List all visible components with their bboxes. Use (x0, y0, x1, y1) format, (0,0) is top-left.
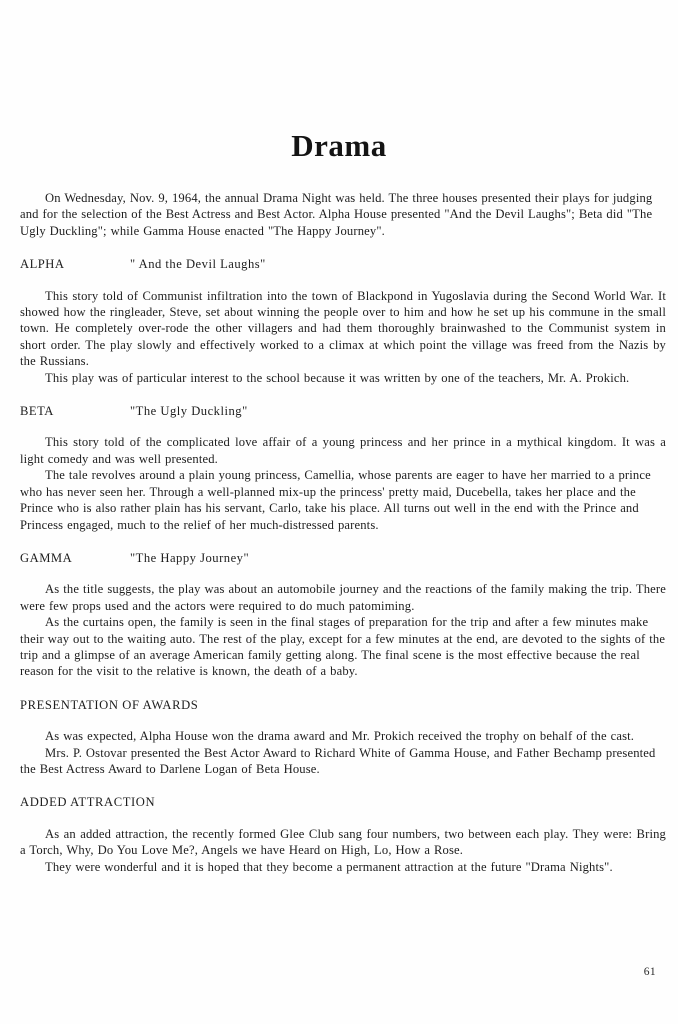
spacer (20, 811, 666, 826)
spacer (20, 533, 666, 550)
spacer (20, 239, 666, 256)
paragraph: The tale revolves around a plain young princess, Camellia, whose parents are eager to have her married to a prince who has never seen her. Through a well-planned mix-up the princess' pretty maid, Ducebella, takes her place and the Prince who is also rather plain has his servant, Carlo, take his place. All turns out well in the end with the Prince and Princess engaged, much to the relief of her much-distressed parents. (20, 468, 651, 532)
paragraph: As the curtains open, the family is seen in the final stages of preparation for the trip and after a few minutes make their way out to the waiting auto. The rest of the play, except for a few minutes at the end, are devoted to the sights of the trip and a glimpse of an average American family getting along. The final scene is the most effective because the real reason for the visit to the relative is known, the death of a baby. (20, 615, 666, 679)
spacer (20, 713, 666, 728)
section-heading-gamma (20, 550, 666, 566)
awards-body (20, 728, 666, 777)
intro-paragraph: On Wednesday, Nov. 9, 1964, the annual Drama Night was held. The three houses presented their plays for judging and for the selection of the Best Actress and Best Actor. Alpha House presented "And the Devil Laughs"; Beta did "The Ugly Duckling"; while Gamma House enacted "The Happy Journey". (20, 191, 653, 238)
spacer (20, 566, 666, 581)
section-play-title-beta: "The Ugly Duckling" (130, 404, 248, 419)
section-play-title-gamma: "The Happy Journey" (130, 550, 250, 565)
spacer (20, 419, 666, 434)
paragraph: This story told of the complicated love affair of a young princess and her prince in a mythical kingdom. It was a light comedy and was well presented. (20, 435, 666, 466)
paragraph: This story told of Communist infiltration into the town of Blackpond in Yugoslavia during the Second World War. It showed how the ringleader, Steve, set about winning the people over to him and how he set up his commune in the small town. He completely over-rode the other villagers and had them thoroughly brainwashed to the Communist system in short order. The play slowly and effectively worked to a climax at which point the village was freed from the Nazis by the Russians. (20, 288, 666, 369)
paragraph: As was expected, Alpha House won the drama award and Mr. Prokich received the trophy on behalf of the cast. (45, 729, 635, 744)
section-heading-beta (20, 403, 666, 419)
section-label-gamma: GAMMA (20, 550, 73, 565)
document-body (20, 190, 666, 875)
section-body-alpha (20, 288, 666, 386)
section-play-title-alpha: " And the Devil Laughs" (130, 257, 266, 272)
paragraph: This play was of particular interest to the school because it was written by one of the teachers, Mr. A. Prokich. (45, 370, 630, 385)
paragraph: As the title suggests, the play was about an automobile journey and the reactions of the family making the trip. There were few props used and the actors were required to do much patomiming. (20, 582, 666, 613)
page-title: Drama (291, 128, 387, 163)
heading-presentation-of-awards: PRESENTATION OF AWARDS (20, 697, 199, 712)
paragraph: They were wonderful and it is hoped that they become a permanent attraction at the future "Drama Nights". (45, 859, 613, 874)
section-body-beta (20, 434, 666, 532)
heading-added-attraction: ADDED ATTRACTION (20, 795, 156, 810)
added-attraction-body (20, 826, 666, 875)
section-label-alpha: ALPHA (20, 257, 65, 272)
section-heading-alpha (20, 256, 666, 272)
intro-block (20, 190, 666, 239)
spacer (20, 680, 666, 697)
section-label-beta: BETA (20, 404, 54, 419)
spacer (20, 386, 666, 403)
spacer (20, 777, 666, 794)
paragraph: Mrs. P. Ostovar presented the Best Actor Award to Richard White of Gamma House, and Father Bechamp presented the Best Actress Award to Darlene Logan of Beta House. (20, 745, 656, 776)
spacer (20, 273, 666, 288)
page-number: 61 (643, 966, 656, 978)
section-body-gamma (20, 581, 666, 679)
paragraph: As an added attraction, the recently formed Glee Club sang four numbers, two between each play. They were: Bring a Torch, Why, Do You Love Me?, Angels we have Heard on High, Lo, How a Rose. (20, 826, 666, 858)
